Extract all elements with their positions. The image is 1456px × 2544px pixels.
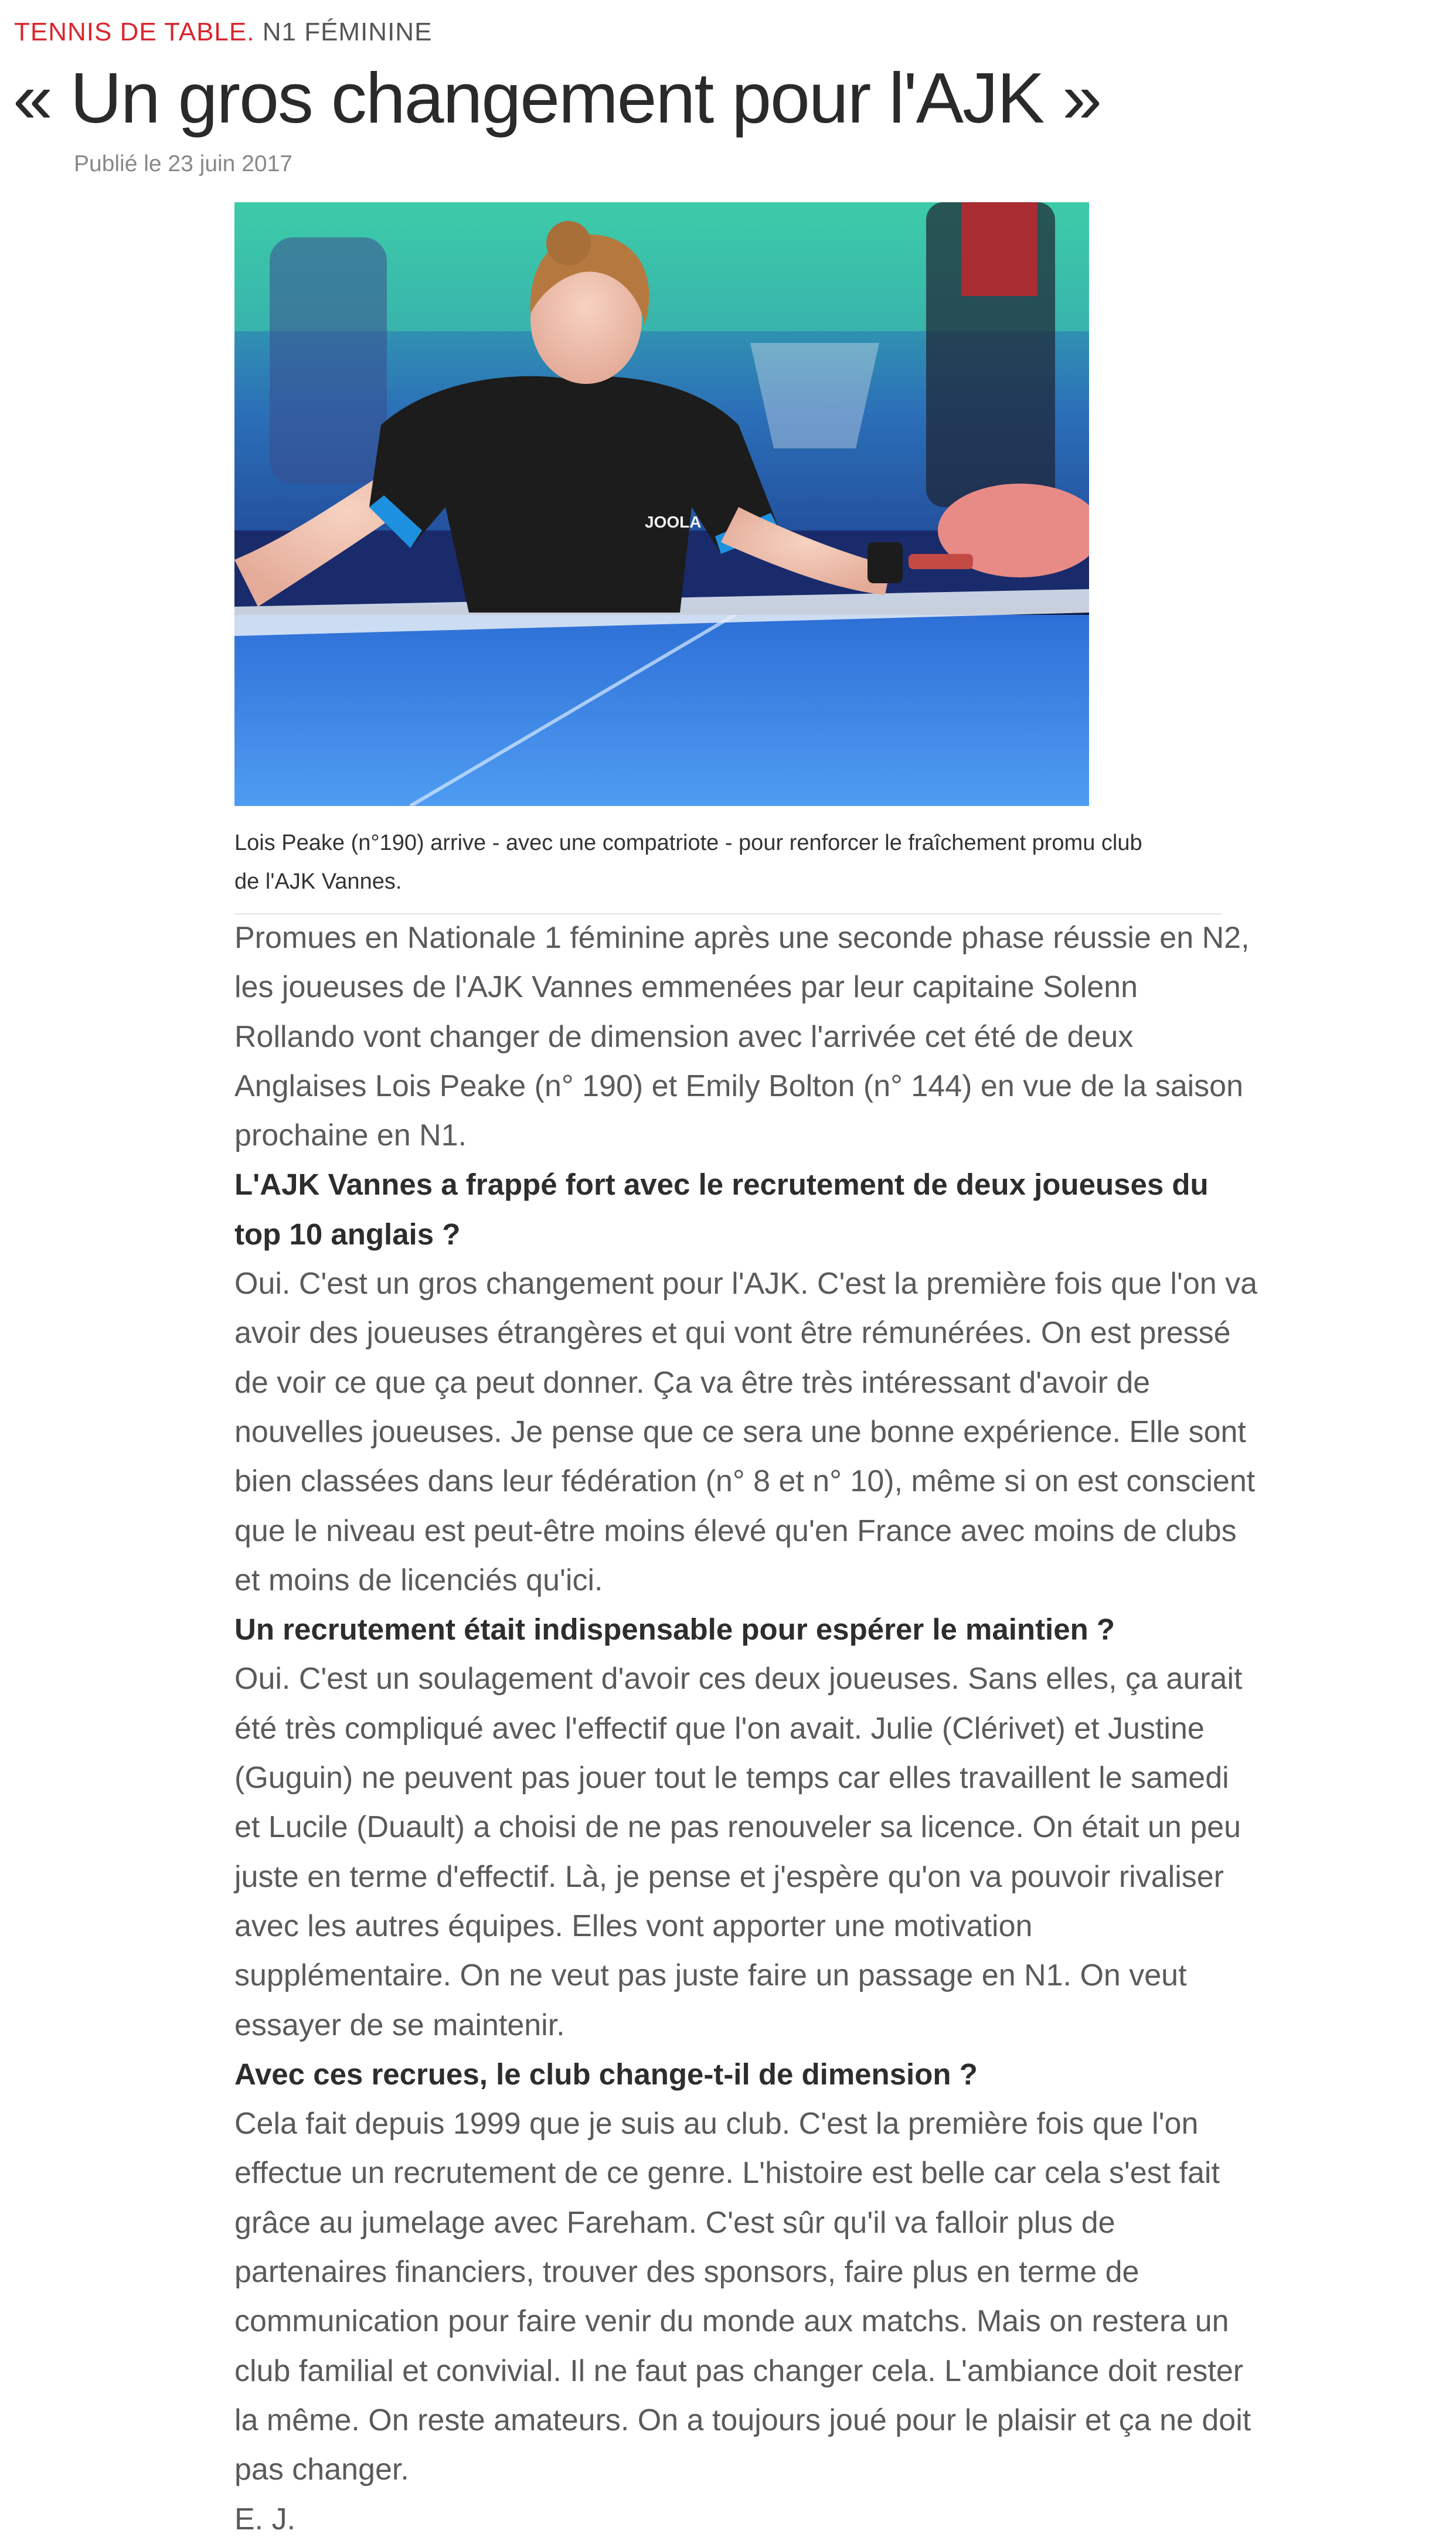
text-line: de voir ce que ça peut donner. Ça va être très intéressant d'avoir de — [234, 1365, 1151, 1400]
question-1 — [234, 1160, 1231, 1259]
caption-line: Lois Peake (n°190) arrive - avec une compatriote - pour renforcer le fraîchement promu club — [234, 831, 1142, 855]
photo-caption — [234, 824, 1231, 901]
article-kicker — [14, 18, 432, 47]
text-line: Avec ces recrues, le club change-t-il de dimension ? — [234, 2057, 978, 2091]
signature-text: E. J. — [234, 2502, 296, 2536]
text-line: et Lucile (Duault) a choisi de ne pas renouveler sa licence. On était un peu — [234, 1810, 1241, 1845]
text-line: (Guguin) ne peuvent pas jouer tout le temps car elles travaillent le samedi — [234, 1761, 1229, 1795]
table-tennis-player-photo — [234, 202, 1089, 806]
text-line: essayer de se maintenir. — [234, 2008, 565, 2042]
text-line: les joueuses de l'AJK Vannes emmenées par leur capitaine Solenn — [234, 970, 1138, 1005]
text-line: nouvelles joueuses. Je pense que ce sera une bonne expérience. Elle sont — [234, 1414, 1246, 1449]
text-line: partenaires financiers, trouver des sponsors, faire plus en terme de — [234, 2255, 1139, 2290]
article-photo[interactable] — [234, 202, 1089, 806]
text-line: Oui. C'est un soulagement d'avoir ces deux joueuses. Sans elles, ça aurait — [234, 1662, 1243, 1696]
text-line: top 10 anglais ? — [234, 1217, 461, 1251]
answer-3 — [234, 2099, 1251, 2494]
caption-line: de l'AJK Vannes. — [234, 869, 402, 894]
article-body — [234, 913, 1258, 2544]
text-line: pas changer. — [234, 2453, 409, 2487]
text-line: Cela fait depuis 1999 que je suis au club. C'est la première fois que l'on — [234, 2107, 1199, 2141]
text-line: avec les autres équipes. Elles vont apporter une motivation — [234, 1909, 1033, 1943]
text-line: que le niveau est peut-être moins élevé qu'en France avec moins de clubs — [234, 1514, 1237, 1548]
text-line: grâce au jumelage avec Fareham. C'est sûr qu'il va falloir plus de — [234, 2205, 1115, 2240]
category-link[interactable]: TENNIS DE TABLE. — [14, 18, 255, 46]
shirt-logo: JOOLA — [645, 513, 702, 531]
publish-date: Publié le 23 juin 2017 — [74, 151, 292, 176]
text-line: prochaine en N1. — [234, 1118, 467, 1153]
subcategory-label: N1 FÉMININE — [262, 18, 433, 46]
article-intro — [234, 913, 1250, 1160]
text-line: communication pour faire venir du monde aux matchs. Mais on restera un — [234, 2304, 1229, 2339]
text-line: supplémentaire. On ne veut pas juste faire un passage en N1. On veut — [234, 1958, 1187, 1993]
question-2 — [234, 1605, 1231, 1654]
text-line: Oui. C'est un gros changement pour l'AJK. C'est la première fois que l'on va — [234, 1267, 1258, 1301]
text-line: club familial et convivial. Il ne faut pas changer cela. L'ambiance doit rester — [234, 2353, 1244, 2388]
text-line: la même. On reste amateurs. On a toujours joué pour le plaisir et ça ne doit — [234, 2403, 1251, 2437]
text-line: et moins de licenciés qu'ici. — [234, 1563, 603, 1597]
text-line: Anglaises Lois Peake (n° 190) et Emily Bolton (n° 144) en vue de la saison — [234, 1069, 1244, 1103]
text-line: avoir des joueuses étrangères et qui vont être rémunérées. On est pressé — [234, 1316, 1231, 1351]
text-line: juste en terme d'effectif. Là, je pense et j'espère qu'on va pouvoir rivaliser — [234, 1859, 1224, 1894]
text-line: effectue un recrutement de ce genre. L'histoire est belle car cela s'est fait — [234, 2156, 1220, 2191]
text-line: Rollando vont changer de dimension avec l'arrivée cet été de deux — [234, 1019, 1134, 1054]
answer-2 — [234, 1654, 1243, 2049]
text-line: été très compliqué avec l'effectif que l'on avait. Julie (Clérivet) et Justine — [234, 1711, 1205, 1746]
text-line: Un recrutement était indispensable pour espérer le maintien ? — [234, 1613, 1115, 1647]
article-title: « Un gros changement pour l'AJK » — [13, 58, 1101, 138]
text-line: bien classées dans leur fédération (n° 8 et n° 10), même si on est conscient — [234, 1464, 1256, 1499]
text-line: L'AJK Vannes a frappé fort avec le recrutement de deux joueuses du — [234, 1168, 1209, 1202]
answer-1 — [234, 1259, 1258, 1605]
text-line: Promues en Nationale 1 féminine après une seconde phase réussie en N2, — [234, 921, 1250, 955]
author-signature — [234, 2495, 1231, 2544]
question-3 — [234, 2050, 1231, 2099]
